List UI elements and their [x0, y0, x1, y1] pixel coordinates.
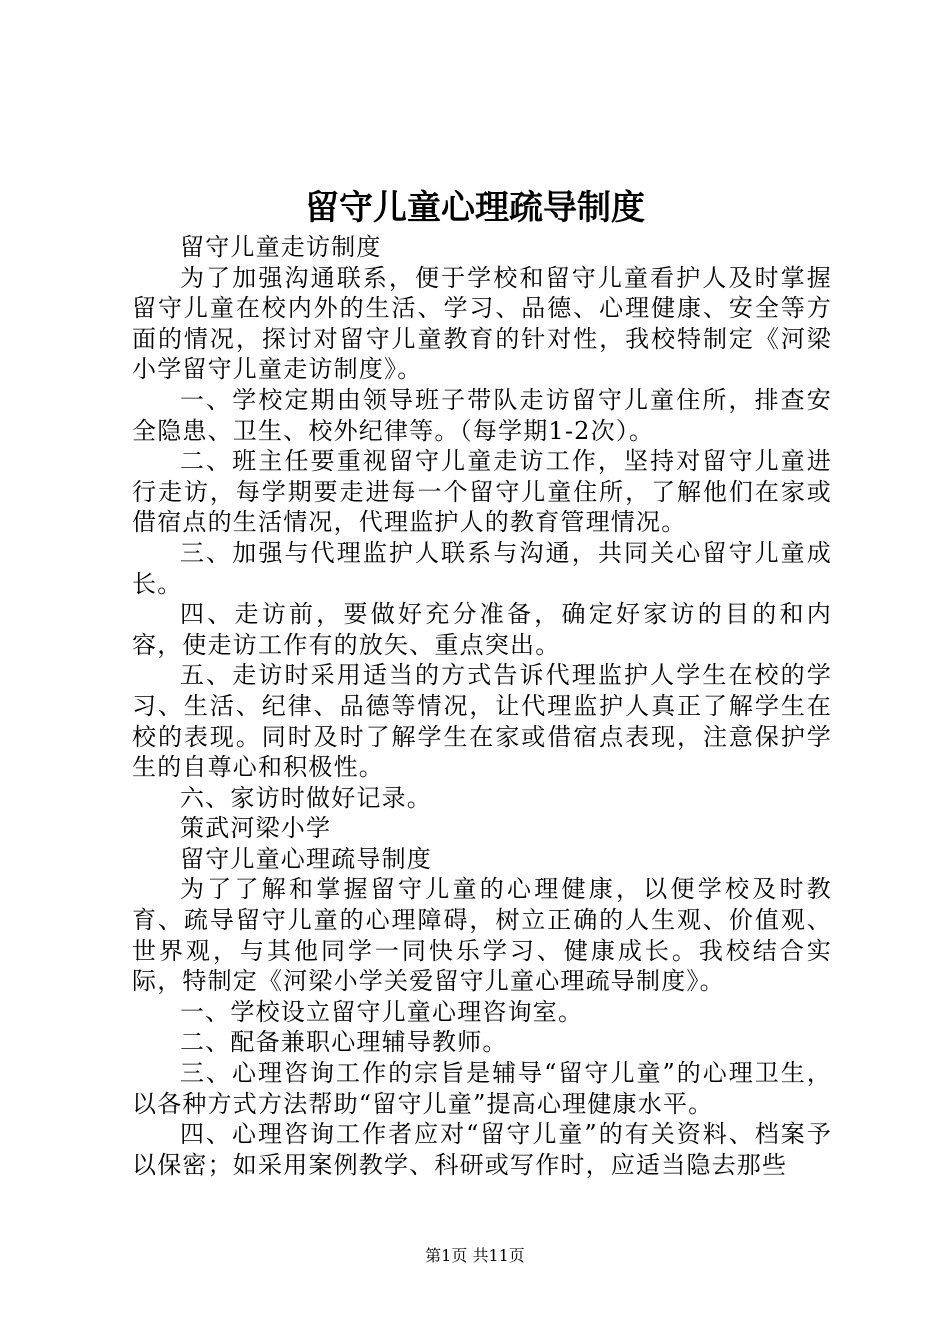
paragraph-visit-item-2: 二、班主任要重视留守儿童走访工作，坚持对留守儿童进行走访，每学期要走进每一个留守儿童住所，了解他们在家或借宿点的生活情况，代理监护人的教育管理情况。: [132, 447, 832, 537]
paragraph-visit-item-4: 四、走访前，要做好充分准备，确定好家访的目的和内容，使走访工作有的放矢、重点突出。: [132, 600, 832, 659]
paragraph-counsel-intro: 为了了解和掌握留守儿童的心理健康，以便学校及时教育、疏导留守儿童的心理障碍，树立正确的人生观、价值观、世界观，与其他同学一同快乐学习、健康成长。我校结合实际，特制定《河梁小学关爱留守儿童心理疏导制度》。: [132, 875, 832, 996]
paragraph-counsel-item-4: 四、心理咨询工作者应对“留守儿童”的有关资料、档案予以保密；如采用案例教学、科研或写作时，应适当隐去那些: [132, 1120, 832, 1179]
document-title: 留守儿童心理疏导制度: [305, 188, 645, 228]
page-number-footer: 第1页 共11页: [425, 1246, 525, 1265]
paragraph-counsel-item-3: 三、心理咨询工作的宗旨是辅导“留守儿童”的心理卫生，以各种方式方法帮助“留守儿童”提高心理健康水平。: [132, 1059, 832, 1118]
paragraph-counsel-item-1: 一、学校设立留守儿童心理咨询室。: [180, 997, 584, 1026]
paragraph-school-name: 策武河梁小学: [180, 814, 332, 843]
document-body: [132, 232, 832, 1180]
paragraph-visit-heading: 留守儿童走访制度: [180, 233, 382, 261]
paragraph-visit-intro: 为了加强沟通联系，便于学校和留守儿童看护人及时掌握留守儿童在校内外的生活、学习、品德、心理健康、安全等方面的情况，探讨对留守儿童教育的针对性，我校特制定《河梁小学留守儿童走访制度》。: [132, 263, 832, 384]
paragraph-visit-item-3: 三、加强与代理监护人联系与沟通，共同关心留守儿童成长。: [132, 538, 832, 598]
paragraph-counsel-item-2: 二、配备兼职心理辅导教师。: [180, 1028, 508, 1057]
paragraph-visit-item-5: 五、走访时采用适当的方式告诉代理监护人学生在校的学习、生活、纪律、品德等情况，让代理监护人真正了解学生在校的表现。同时及时了解学生在家或借宿点表现，注意保护学生的自尊心和积极性。: [132, 661, 832, 782]
paragraph-counsel-heading: 留守儿童心理疏导制度: [180, 844, 432, 873]
paragraph-visit-item-1: 一、学校定期由领导班子带队走访留守儿童住所，排查安全隐患、卫生、校外纪律等。（每学期1-2次）。: [132, 385, 832, 445]
paragraph-visit-item-6: 六、家访时做好记录。: [180, 783, 432, 812]
